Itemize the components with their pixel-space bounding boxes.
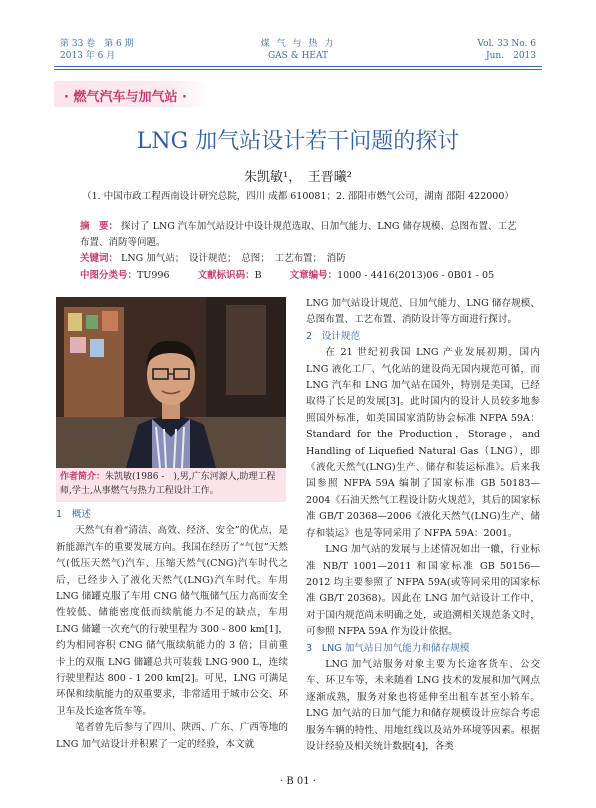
- author-photo: [56, 297, 286, 468]
- author-affiliation: （1. 中国市政工程西南设计研究总院，四川 成都 610081；2. 邵阳市燃气公司，湖南 邵阳 422000）: [82, 191, 514, 202]
- doc-code-label: 文献标识码：: [197, 270, 255, 281]
- paragraph-experience: 笔者曾先后参与了四川、陕西、广东、广西等地的 LNG 加气站设计并积累了一定的经验，本文就: [56, 722, 288, 750]
- header-center-line1: 煤 气 与 热 力: [260, 39, 336, 49]
- article-number-value: 1000 - 4416(2013)06 - 0B01 - 05: [337, 270, 495, 281]
- paragraph-scope-continued: LNG 加气站设计规范、日加气能力、LNG 储存规模、总图布置、工艺布置、消防设计等方面进行探讨。: [306, 298, 540, 326]
- author-bio-text: 朱凯敏(1986 - ),男,广东河源人,助理工程师,学士,从事燃气与热力工程设计工作。: [60, 472, 276, 496]
- header-rule-bottom: [54, 69, 542, 70]
- doc-code-value: B: [254, 270, 262, 281]
- paragraph-capacity-storage: LNG 加气站服务对象主要为长途客货车、公交车、环卫车等，未来随着 LNG 技术的发展和加气网点逐渐成熟，服务对象也将延伸至出租车甚至小轿车。LNG 加气站的日加气能力和储存规模设计应综合考虑服务车辆的特性、用地红线以及站外环境等因素。根据设计经验及相关统计数据[4]，各类: [306, 658, 540, 752]
- journal-volume-english: [477, 38, 536, 62]
- paragraph-design-codes-current: LNG 加气站的发展与上述情况如出一辙，行业标准 NB/T 1001—2011 和国家标准 GB 50156—2012 均主要参照了 NFPA 59A(或等同采用的国家标准 GB/T 20368)。因此在 LNG 加气站设计工作中，对于国内规范尚未明确之处，或追溯相关规范条文时，可参照 NFPA 59A 作为设计依据。: [306, 544, 540, 638]
- header-left-line2: 2013 年 6 月: [60, 51, 116, 61]
- author-bio-caption: [56, 468, 286, 502]
- heading-capacity-storage: 3 LNG 加气站日加气能力和储存规模: [306, 642, 470, 654]
- author-portrait-illustration: [56, 297, 286, 468]
- clc-label: 中图分类号：: [80, 270, 138, 281]
- article-number-label: 文章编号：: [289, 270, 338, 281]
- heading-design-codes: 2 设计规范: [306, 330, 361, 342]
- classification-line: [80, 267, 520, 281]
- right-column: [306, 296, 540, 755]
- keywords-text: LNG 加气站； 设计规范； 总图； 工艺布置； 消防: [121, 253, 346, 264]
- keywords-label: 关键词：: [80, 253, 119, 264]
- section-banner-label: · 燃气汽车与加气站 ·: [64, 90, 187, 105]
- header-rule-top: [54, 66, 542, 67]
- page-number: · B 01 ·: [280, 776, 316, 787]
- abstract-text: 探讨了 LNG 汽车加气站设计中设计规范选取、日加气能力、LNG 储存规模、总图布置、工艺布置、消防等问题。: [80, 221, 517, 248]
- article-authors: 朱凯敏¹， 王晋曦²: [244, 170, 352, 185]
- header-center-line2: GAS & HEAT: [267, 51, 329, 61]
- abstract-label: 摘 要：: [80, 221, 119, 232]
- paragraph-overview: 天然气有着“清洁、高效、经济、安全”的优点，是新能源汽车的重要发展方向。我国在经历了“气包”天然气(低压天然气)汽车、压缩天然气(CNG)汽车时代之后，已经步入了液化天然气(LNG)汽车时代。车用 LNG 储罐克服了车用 CNG 储气瓶储气压力高而安全性较低、储能密度低而续航能力不足的缺点，车用 LNG 储罐一次充气的行驶里程为 300 - 800 km[1]，约为相同容积 CNG 储气瓶续航能力的 3 倍；目前重卡上的双瓶 LNG 储罐总共可装载 LNG 900 L，连续行驶里程达 800 - 1 200 km[2]。可见，LNG 可满足环保和续航能力的双重要求，非常适用于城市公交、环卫车及长途客货车等。: [56, 525, 288, 717]
- header-right-line2: Jun. 2013: [486, 51, 536, 61]
- abstract-block: [80, 219, 520, 267]
- article-title: LNG 加气站设计若干问题的探讨: [136, 129, 460, 154]
- paragraph-design-codes-history: 在 21 世纪初我国 LNG 产业发展初期，国内 LNG 液化工厂、气化站的建设尚无国内规范可循，而 LNG 汽车和 LNG 加气站在国外，特别是美国，已经取得了长足的发展[3]。此时国内的设计人员较多地参照国外标准，如美国国家消防协会标准 NFPA 59A：Standard for the Production，Storage，and Handling of Liquefied Natural Gas（LNG），即《液化天然气(LNG)生产、储存和装运标准》。后来我国参照 NFPA 59A 编制了国家标准 GB 50183—2004《石油天然气工程设计防火规范》，其后的国家标准 GB/T 20368—2006《液化天然气(LNG)生产、储存和装运》也是等同采用了 NFPA 59A：2001。: [306, 347, 540, 539]
- header-left-line1: 第 33 卷 第 6 期: [60, 39, 134, 49]
- clc-value: TU996: [137, 270, 170, 281]
- header-right-line1: Vol. 33 No. 6: [477, 39, 536, 49]
- heading-overview: 1 概述: [56, 509, 91, 520]
- author-bio-label: 作者简介：: [60, 472, 106, 482]
- left-column: [56, 507, 288, 753]
- section-banner: [54, 81, 212, 107]
